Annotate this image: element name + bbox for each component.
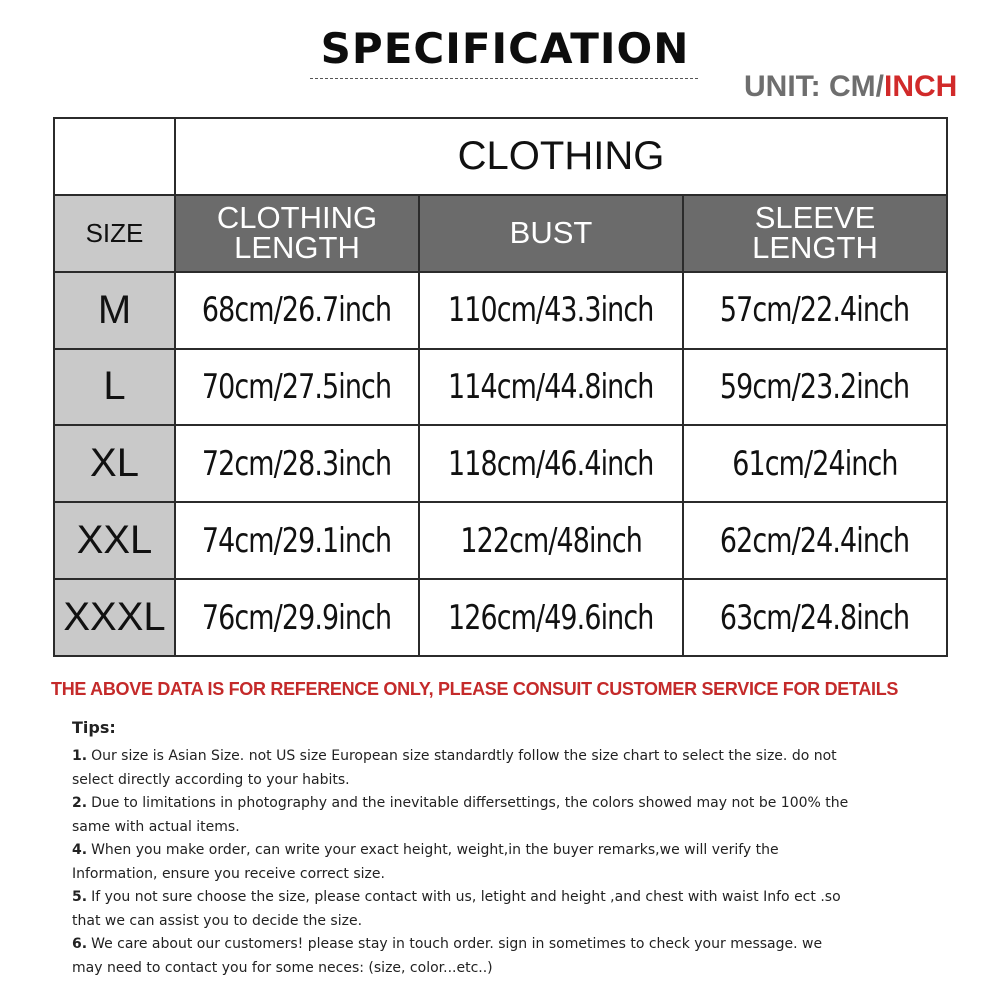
tip-text: We care about our customers! please stay in touch order. sign in sometimes to check your message. we may need to contact you for some neces: (size, color...etc..) <box>72 936 823 976</box>
tip-item <box>72 792 852 839</box>
tip-text: Our size is Asian Size. not US size European size standardtly follow the size chart to select the size. do not select directly according to your habits. <box>72 748 837 788</box>
reference-notice: THE ABOVE DATA IS FOR REFERENCE ONLY, PLEASE CONSUIT CUSTOMER SERVICE FOR DETAILS <box>51 679 899 699</box>
tip-number: 4. <box>72 842 88 858</box>
value-text: 70cm/27.5inch <box>202 366 392 407</box>
value-cell <box>175 425 419 502</box>
tip-number: 6. <box>72 936 88 952</box>
tip-number: 1. <box>72 748 88 764</box>
value-cell <box>175 579 419 656</box>
value-cell <box>683 502 947 579</box>
value-cell <box>175 502 419 579</box>
tip-item <box>72 933 852 980</box>
value-text: 57cm/22.4inch <box>720 290 910 331</box>
tip-item <box>72 839 852 886</box>
value-cell <box>419 272 683 349</box>
size-cell: XXL <box>54 502 175 579</box>
value-text: 118cm/46.4inch <box>448 443 654 484</box>
table-row <box>54 425 947 502</box>
column-header-clothing-length <box>175 195 419 272</box>
table-row <box>54 579 947 656</box>
size-cell: M <box>54 272 175 349</box>
tip-text: Due to limitations in photography and the inevitable differsettings, the colors showed may not be 100% the same with actual items. <box>72 795 849 835</box>
table-row <box>54 502 947 579</box>
value-cell <box>419 349 683 426</box>
column-header-bust <box>419 195 683 272</box>
column-header-text: BUST <box>509 215 593 251</box>
column-header-text: CLOTHING LENGTH <box>216 200 378 266</box>
table-row <box>54 272 947 349</box>
value-cell <box>419 425 683 502</box>
title-divider <box>310 78 698 79</box>
value-text: 72cm/28.3inch <box>202 443 392 484</box>
page-title: SPECIFICATION <box>320 24 690 73</box>
unit-slash: / <box>875 70 884 103</box>
tip-text: When you make order, can write your exact height, weight,in the buyer remarks,we will verify the Information, ensure you receive correct size. <box>72 842 779 882</box>
value-cell <box>683 272 947 349</box>
value-text: 126cm/49.6inch <box>448 597 654 638</box>
value-text: 68cm/26.7inch <box>202 290 392 331</box>
size-cell: XXXL <box>54 579 175 656</box>
table-group-row <box>54 118 947 195</box>
unit-inch: INCH <box>884 70 958 103</box>
value-text: 74cm/29.1inch <box>202 520 392 561</box>
tip-text: If you not sure choose the size, please contact with us, letight and height ,and chest with waist Info ect .so that we can assist you to decide the size. <box>72 889 841 929</box>
value-text: 59cm/23.2inch <box>720 366 910 407</box>
tips-section <box>72 718 852 980</box>
column-header-sleeve-length <box>683 195 947 272</box>
tips-title: Tips: <box>72 718 116 737</box>
corner-cell <box>54 118 175 195</box>
value-text: 114cm/44.8inch <box>448 366 654 407</box>
value-text: 62cm/24.4inch <box>720 520 910 561</box>
size-cell: XL <box>54 425 175 502</box>
size-cell: L <box>54 349 175 426</box>
size-column-header: SIZE <box>54 195 175 272</box>
value-text: 76cm/29.9inch <box>202 597 392 638</box>
group-header-clothing: CLOTHING <box>175 118 947 195</box>
value-cell <box>683 349 947 426</box>
value-text: 122cm/48inch <box>460 520 642 561</box>
column-header-text: SLEEVE LENGTH <box>752 200 878 266</box>
unit-label <box>744 70 957 104</box>
table-row <box>54 349 947 426</box>
tip-number: 2. <box>72 795 88 811</box>
value-cell <box>419 502 683 579</box>
tip-number: 5. <box>72 889 88 905</box>
value-cell <box>175 349 419 426</box>
value-cell <box>419 579 683 656</box>
tip-item <box>72 886 852 933</box>
unit-cm: UNIT: CM <box>744 70 876 103</box>
value-text: 61cm/24inch <box>732 443 898 484</box>
size-chart-table <box>53 117 948 657</box>
value-text: 63cm/24.8inch <box>720 597 910 638</box>
value-cell <box>683 425 947 502</box>
table-header-row <box>54 195 947 272</box>
value-cell <box>683 579 947 656</box>
tip-item <box>72 745 852 792</box>
value-text: 110cm/43.3inch <box>448 290 654 331</box>
value-cell <box>175 272 419 349</box>
